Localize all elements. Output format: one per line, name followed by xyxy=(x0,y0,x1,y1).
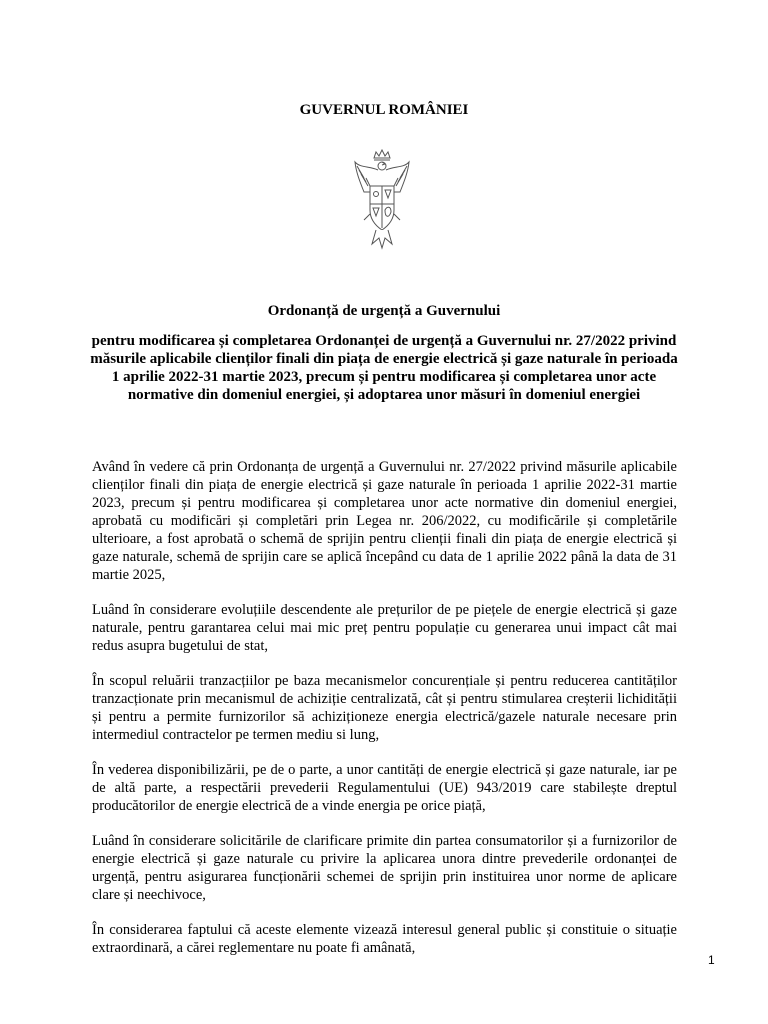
preamble-paragraph: În scopul reluării tranzacțiilor pe baza mecanismelor concurențiale și pentru reducerea cantităților tranzacționate prin mecanismul de achiziție centralizată, cât și pentru stimularea creșterii lichidității și pentru a permite furnizorilor să achiziționeze energia electrică/gazele naturale necesare prin intermediul contractelor pe termen mediu si lung, xyxy=(92,673,677,743)
preamble-paragraph: Având în vedere că prin Ordonanța de urgență a Guvernului nr. 27/2022 privind măsurile aplicabile clienților finali din piața de energie electrică și gaze naturale în perioada 1 aprilie 2022-31 martie 2023, precum și pentru modificarea și completarea unor acte normative din domeniul energiei, aprobată cu modificări și completări prin Legea nr. 206/2022, cu modificările și completările ulterioare, a fost aprobată o schemă de sprijin pentru clienții finali din piața de energie electrică și gaze naturale, schemă de sprijin care se aplică începând cu data de 1 aprilie 2022 până la data de 31 martie 2025, xyxy=(92,459,677,583)
preamble-paragraph: Luând în considerare evoluțiile descendente ale prețurilor de pe piețele de energie electrică și gaze naturale, pentru garantarea celui mai mic preț pentru populație cu generarea unui impact cât mai redus asupra bugetului de stat, xyxy=(92,602,677,654)
preamble-paragraph: În considerarea faptului că aceste elemente vizează interesul general public și constituie o situație extraordinară, a cărei reglementare nu poate fi amânată, xyxy=(92,922,677,956)
document-subject: pentru modificarea și completarea Ordonanței de urgență a Guvernului nr. 27/2022 privind măsurile aplicabile clienților finali din piața de energie electrică și gaze naturale în perioada 1 aprilie 2022-31 martie 2023, precum și pentru modificarea și completarea unor acte normative din domeniul energiei, și adoptarea unor măsuri în domeniul energiei xyxy=(90,333,678,403)
preamble-paragraph: În vederea disponibilizării, pe de o parte, a unor cantități de energie electrică și gaze naturale, iar pe de altă parte, a respectării prevederii Regulamentului (UE) 943/2019 care stabilește dreptul producătorilor de energie electrică de a vinde energia pe orice piață, xyxy=(92,762,677,814)
preamble-paragraph: Luând în considerare solicitările de clarificare primite din partea consumatorilor și a furnizorilor de energie electrică și gaze naturale cu privire la aplicarea unora dintre prevederile ordonanței de urgență, pentru asigurarea funcționării schemei de sprijin prin instituirea unor norme de aplicare clare și neechivoce, xyxy=(92,833,677,903)
government-title: GUVERNUL ROMÂNIEI xyxy=(299,102,469,118)
preamble-body xyxy=(92,458,677,974)
page-number: 1 xyxy=(708,953,715,967)
document-type: Ordonanță de urgență a Guvernului xyxy=(267,303,501,319)
romania-coat-of-arms-icon xyxy=(352,148,412,258)
